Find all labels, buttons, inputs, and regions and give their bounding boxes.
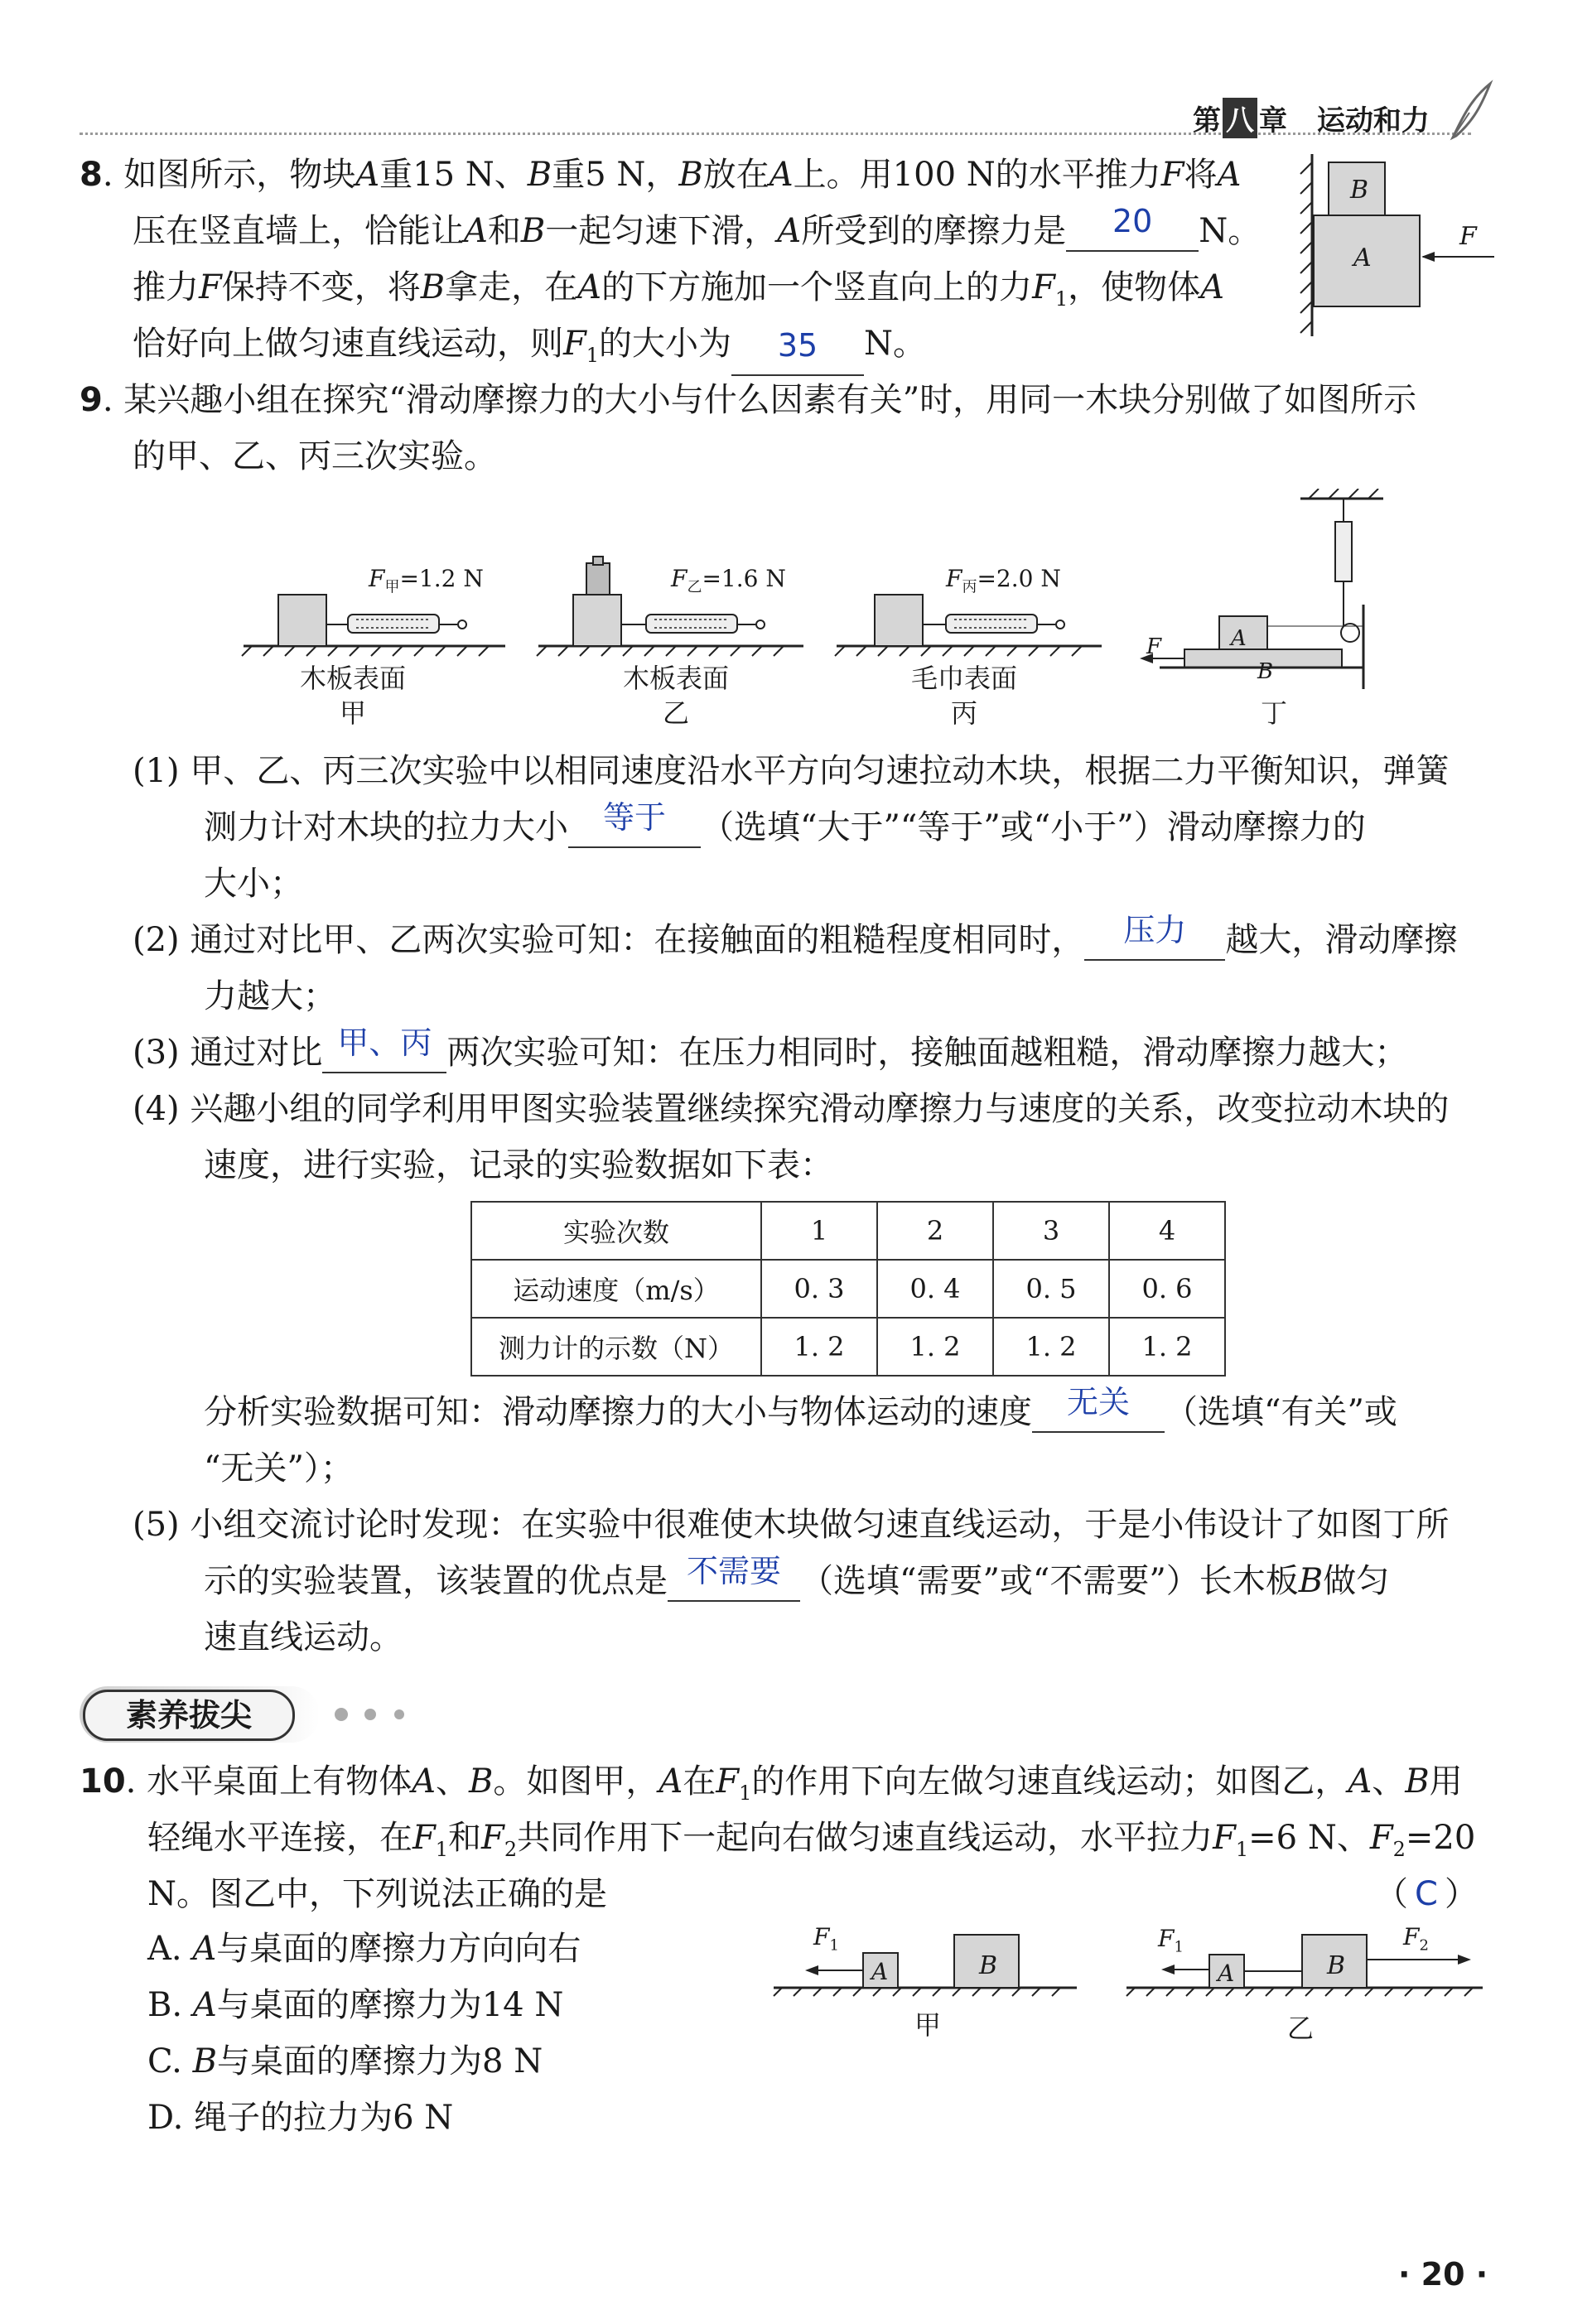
q10-yi-name: 乙 (1287, 2013, 1315, 2044)
q10-yi-label-F2: $F_2$ (1403, 1923, 1429, 1955)
fig-ding-label-A: A (1231, 626, 1247, 651)
fig-yi-name: 乙 (662, 697, 689, 729)
fig-ding-label-B: B (1257, 659, 1274, 684)
q9-p4-line3: 分析实验数据可知：滑动摩擦力的大小与物体运动的速度 无关 （选填“有关”或 (204, 1384, 1397, 1431)
q9-p4-line1: (4) 兴趣小组的同学利用甲图实验装置继续探究滑动摩擦力与速度的关系，改变拉动木块的 (133, 1090, 1450, 1128)
q8-line3: 推力F保持不变，将B拿走，在A的下方施加一个竖直向上的力$F_1$，使物体A (133, 268, 1224, 311)
q10-jia-name: 甲 (914, 2009, 942, 2041)
q8-fig-label-A: A (1353, 243, 1372, 272)
q10-jia-label-A: A (871, 1958, 889, 1985)
q10-option-A[interactable]: A. A与桌面的摩擦力方向向右 (147, 1930, 581, 1968)
section-badge (80, 1686, 320, 1743)
feather-pen-icon (1445, 80, 1494, 142)
q10-answer-bracket[interactable]: （ C ） (1375, 1875, 1478, 1913)
q9-p2-line1: (2) 通过对比甲、乙两次实验可知：在接触面的粗糙程度相同时， 压力 越大，滑动摩擦 (133, 912, 1458, 959)
q10-jia-label-B: B (979, 1951, 998, 1980)
q9-p5-line1: (5) 小组交流讨论时发现：在实验中很难使木块做匀速直线运动，于是小伟设计了如图丁所 (133, 1506, 1450, 1544)
fig-jia-name: 甲 (339, 697, 366, 729)
q9-p1-line3: 大小； (204, 865, 303, 903)
q9-p1-line2: 测力计对木块的拉力大小 等于 （选填“大于”“等于”或“小于”）滑动摩擦力的 (204, 799, 1366, 846)
fig-jia-apparatus (242, 595, 505, 656)
q10-jia-label-F1: $F_1$ (813, 1923, 839, 1955)
q10-line3: N。图乙中，下列说法正确的是 (147, 1875, 607, 1913)
table-row: 运动速度（m/s） 0. 3 0. 4 0. 5 0. 6 (471, 1260, 1225, 1318)
q8-fig-label-F: F (1459, 222, 1477, 251)
fig-bing-apparatus (835, 595, 1102, 656)
q9-p1-answer-blank[interactable]: 等于 (568, 810, 701, 848)
q8-line1: 8. 如图所示，物块A重15 N、B重5 N，B放在A上。用100 N的水平推力F将A (80, 156, 1242, 194)
q9-data-table (470, 1201, 1226, 1377)
q9-p5-answer-blank[interactable]: 不需要 (668, 1564, 800, 1602)
q10-option-B[interactable]: B. A与桌面的摩擦力为14 N (147, 1986, 564, 2024)
table-row: 实验次数 1 2 3 4 (471, 1202, 1225, 1260)
q9-p1-line1: (1) 甲、乙、丙三次实验中以相同速度沿水平方向匀速拉动木块，根据二力平衡知识，弹簧 (133, 752, 1450, 790)
q10-answer: C (1415, 1875, 1438, 1913)
q10-line2: 轻绳水平连接，在$F_1$和$F_2$共同作用下一起向右做匀速直线运动，水平拉力$F_1=6$ N、$F_2=20$ (147, 1819, 1476, 1861)
fig-bing-name: 丙 (950, 697, 977, 729)
q10-option-D[interactable]: D. 绳子的拉力为6 N (147, 2099, 454, 2137)
q9-p2-answer-blank[interactable]: 压力 (1084, 923, 1225, 961)
fig-bing-force-label: $F_丙=2.0$ N (946, 565, 1061, 596)
q8-line2: 压在竖直墙上，恰能让A和B一起匀速下滑，A所受到的摩擦力是 20 N。 (133, 203, 1262, 250)
table-row: 测力计的示数（N） 1. 2 1. 2 1. 2 1. 2 (471, 1318, 1225, 1376)
section-dot-1 (335, 1708, 348, 1721)
fig-jia-force-label: $F_甲=1.2$ N (369, 565, 484, 596)
section-dot-2 (364, 1709, 376, 1720)
section-dot-3 (394, 1709, 404, 1719)
q9-p3-line1: (3) 通过对比 甲、丙 两次实验可知：在压力相同时，接触面越粗糙，滑动摩擦力越大； (133, 1025, 1408, 1072)
q8-line4: 恰好向上做匀速直线运动，则$F_1$的大小为 35 N。 (133, 323, 926, 376)
q9-p5-line2: 示的实验装置，该装置的优点是 不需要 （选填“需要”或“不需要”）长木板B做匀 (204, 1553, 1390, 1600)
q10-line1: 10. 水平桌面上有物体A、B。如图甲，A在$F_1$的作用下向左做匀速直线运动；如图乙，A、B用 (80, 1762, 1463, 1805)
q9-line1: 9. 某兴趣小组在探究“滑动摩擦力的大小与什么因素有关”时，用同一木块分别做了如图所示 (80, 381, 1417, 419)
fig-jia-surface-label: 木板表面 (299, 663, 406, 694)
q9-p4-answer-blank[interactable]: 无关 (1032, 1395, 1165, 1433)
section-title: 素养拔尖 (83, 1690, 295, 1741)
fig-yi-surface-label: 木板表面 (622, 663, 729, 694)
q10-yi-label-A: A (1218, 1960, 1235, 1987)
q10-option-C[interactable]: C. B与桌面的摩擦力为8 N (147, 2042, 543, 2081)
q9-p4-line2: 速度，进行实验，记录的实验数据如下表： (204, 1146, 833, 1184)
q8-answer-blank-1[interactable]: 20 (1066, 214, 1199, 252)
fig-yi-force-label: $F_乙=1.6$ N (671, 565, 786, 596)
q8-answer-blank-2[interactable]: 35 (731, 338, 864, 376)
fig-ding-label-F: F (1146, 634, 1162, 659)
q10-yi-label-B: B (1327, 1951, 1346, 1980)
fig-bing-surface-label: 毛巾表面 (910, 663, 1017, 694)
fig-ding-name: 丁 (1261, 697, 1288, 729)
q9-line2: 的甲、乙、丙三次实验。 (133, 437, 497, 475)
page-number: · 20 · (1398, 2256, 1488, 2293)
q9-p5-line3: 速直线运动。 (204, 1618, 403, 1656)
q9-p2-line2: 力越大； (204, 977, 336, 1015)
q9-p3-answer-blank[interactable]: 甲、丙 (322, 1035, 446, 1073)
q8-fig-label-B: B (1350, 176, 1369, 205)
q9-p4-line4: “无关”）； (204, 1449, 354, 1487)
chapter-number-box: 八 (1223, 98, 1257, 138)
q10-yi-label-F1: $F_1$ (1158, 1925, 1184, 1956)
chapter-header: 第 八 章 运动和力 (1193, 98, 1430, 138)
